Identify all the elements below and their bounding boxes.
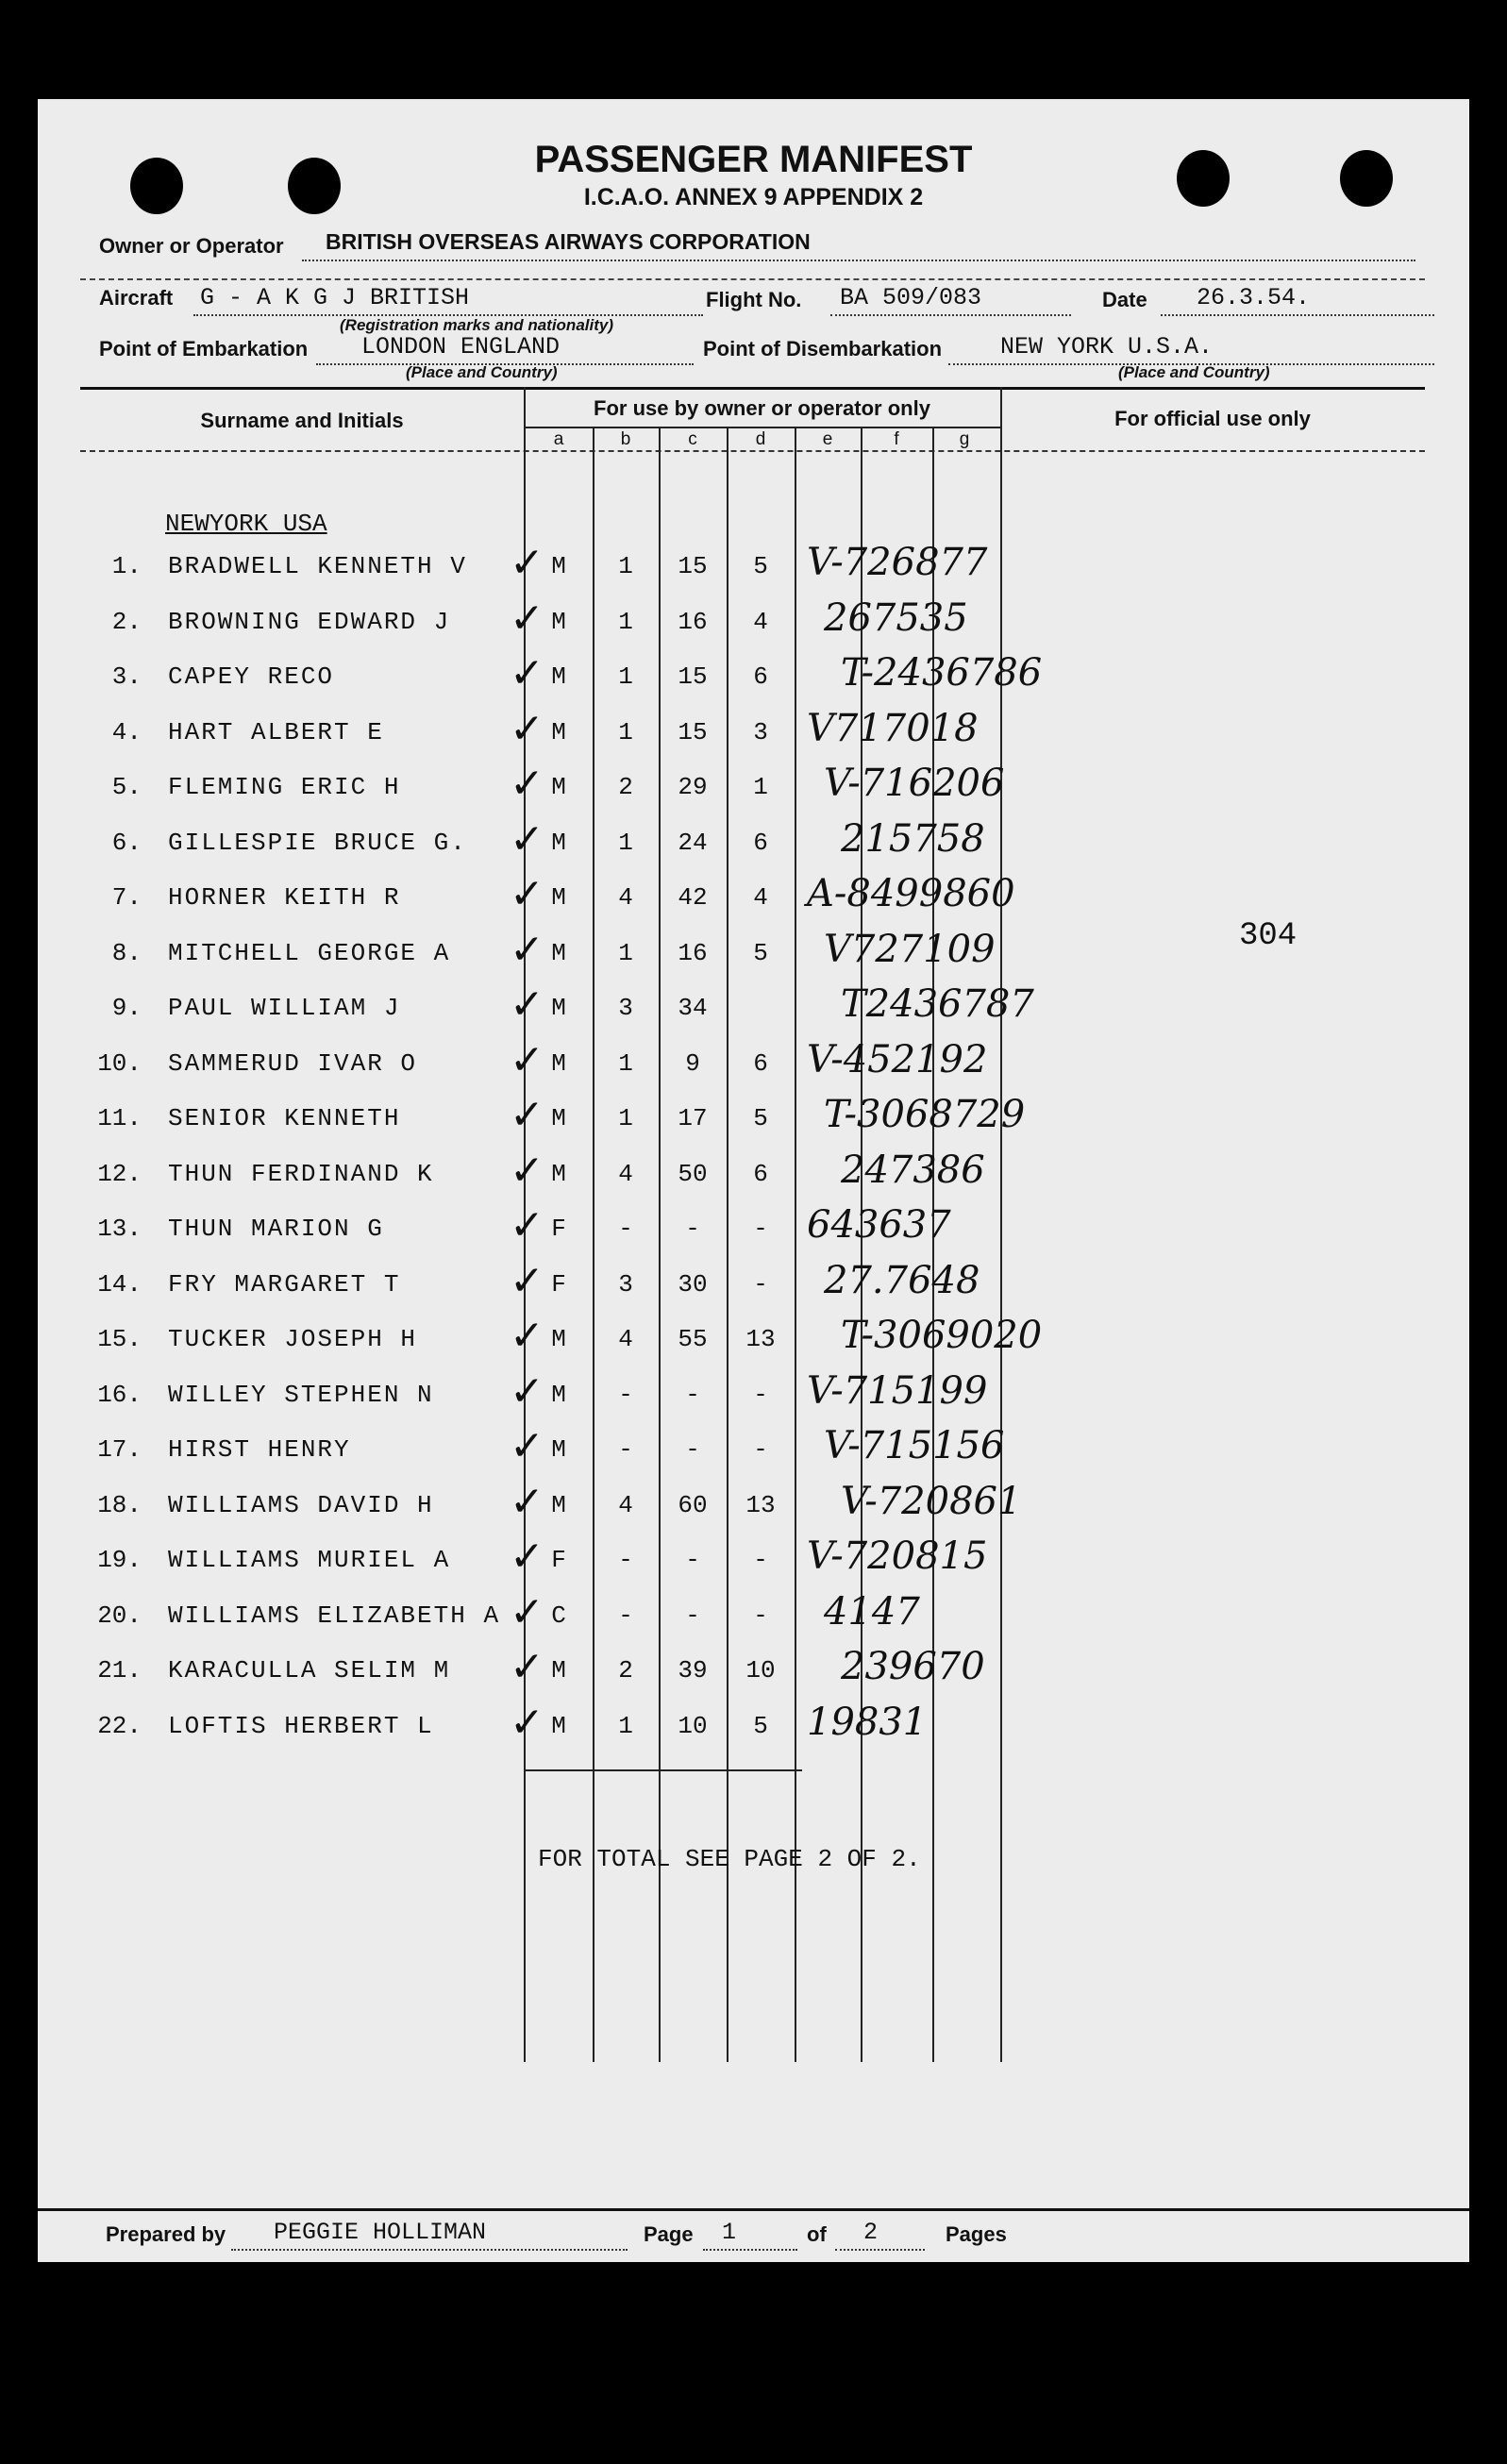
cell-c: 16 — [678, 938, 708, 967]
row-number: 10. — [97, 1048, 142, 1078]
row-number: 13. — [97, 1215, 142, 1243]
cell-c: 34 — [678, 994, 708, 1022]
subcol-c: c — [688, 429, 697, 449]
handwritten-number: T-3069020 — [841, 1314, 1043, 1357]
row-number: 3. — [111, 662, 142, 691]
check-mark-icon: ✓ — [510, 1256, 544, 1305]
check-mark-icon: ✓ — [510, 1587, 544, 1636]
cell-c: - — [685, 1380, 700, 1409]
handwritten-number: V-715156 — [824, 1424, 1005, 1467]
passenger-name: KARACULLA SELIM M — [168, 1656, 451, 1685]
table-row — [38, 1422, 1469, 1490]
table-row — [38, 814, 1469, 883]
embark-note: (Place and Country) — [406, 363, 558, 381]
passenger-name: THUN MARION G — [168, 1215, 384, 1243]
passenger-name: GILLESPIE BRUCE G. — [168, 828, 467, 857]
aircraft-label: Aircraft — [99, 286, 174, 310]
table-row — [38, 1698, 1469, 1767]
passenger-name: THUN FERDINAND K — [168, 1159, 434, 1188]
cell-c: 29 — [678, 773, 708, 801]
owner-line — [302, 260, 1415, 261]
subcol-f: f — [894, 429, 899, 449]
table-row — [38, 1533, 1469, 1601]
cell-c: 60 — [678, 1490, 708, 1519]
total-note: FOR TOTAL SEE PAGE 2 OF 2. — [538, 1845, 921, 1873]
table-row — [38, 704, 1469, 773]
cell-c: 30 — [678, 1269, 708, 1299]
cell-c: 24 — [678, 828, 708, 857]
aircraft-note: (Registration marks and nationality) — [340, 316, 613, 334]
row-number: 1. — [111, 552, 142, 580]
check-mark-icon: ✓ — [510, 1201, 544, 1249]
table-row — [38, 539, 1469, 607]
col-header-owner: For use by owner or operator only — [594, 396, 930, 420]
cell-b: 1 — [618, 1104, 633, 1132]
cell-a: M — [551, 717, 566, 746]
cell-d: 5 — [753, 1104, 768, 1132]
row-number: 17. — [97, 1435, 142, 1464]
cell-a: M — [551, 1380, 566, 1409]
check-mark-icon: ✓ — [510, 1312, 544, 1360]
check-mark-icon: ✓ — [510, 1422, 544, 1470]
cell-a: M — [551, 662, 566, 691]
prepared-line — [231, 2249, 628, 2251]
row-number: 7. — [111, 883, 142, 912]
page-value: 1 — [722, 2219, 737, 2246]
cell-b: 4 — [618, 1159, 633, 1188]
cell-d: 3 — [753, 717, 768, 746]
cell-b: 1 — [618, 717, 633, 746]
cell-d: 5 — [753, 1711, 768, 1740]
cell-b: - — [618, 1601, 633, 1630]
handwritten-number: 267535 — [824, 595, 968, 640]
passenger-name: PAUL WILLIAM J — [168, 994, 401, 1022]
date-line — [1161, 314, 1434, 316]
cell-c: 55 — [678, 1325, 708, 1353]
check-mark-icon: ✓ — [510, 649, 544, 697]
cell-b: - — [618, 1546, 633, 1574]
cell-b: 2 — [618, 1656, 633, 1685]
check-mark-icon: ✓ — [510, 1533, 544, 1581]
cell-c: - — [685, 1546, 700, 1574]
cell-d: - — [753, 1380, 768, 1409]
handwritten-number: V-716206 — [824, 762, 1005, 805]
table-row — [38, 1477, 1469, 1546]
cell-a: M — [551, 828, 566, 857]
table-row — [38, 1201, 1469, 1269]
table-row — [38, 1312, 1469, 1380]
check-mark-icon: ✓ — [510, 925, 544, 974]
cell-a: F — [551, 1546, 566, 1574]
passenger-name: LOFTIS HERBERT L — [168, 1711, 434, 1740]
row-number: 9. — [111, 994, 142, 1022]
cell-a: M — [551, 1048, 566, 1078]
cell-a: M — [551, 552, 566, 580]
aircraft-value: G - A K G J BRITISH — [200, 284, 470, 311]
cell-a: M — [551, 883, 566, 912]
passenger-name: HIRST HENRY — [168, 1435, 351, 1464]
cell-b: 4 — [618, 883, 633, 912]
handwritten-number: V-452192 — [807, 1037, 988, 1081]
cell-a: C — [551, 1601, 566, 1630]
row-number: 4. — [111, 717, 142, 746]
disembark-label: Point of Disembarkation — [703, 337, 943, 360]
cell-a: F — [551, 1215, 566, 1243]
cell-b: 2 — [618, 773, 633, 801]
cell-c: 17 — [678, 1104, 708, 1132]
row-number: 11. — [97, 1104, 142, 1132]
cell-b: 4 — [618, 1490, 633, 1519]
table-row — [38, 1366, 1469, 1435]
table-row — [38, 1035, 1469, 1104]
cell-d: 6 — [753, 1048, 768, 1078]
official-note: 304 — [1239, 918, 1298, 954]
cell-d: 6 — [753, 1159, 768, 1188]
row-number: 5. — [111, 773, 142, 801]
passenger-name: FLEMING ERIC H — [168, 773, 401, 801]
passenger-name: SENIOR KENNETH — [168, 1104, 401, 1132]
subcol-g: g — [959, 429, 970, 449]
passenger-name: SAMMERUD IVAR O — [168, 1048, 418, 1078]
handwritten-number: 27.7648 — [824, 1258, 980, 1302]
cell-b: - — [618, 1215, 633, 1243]
cell-c: - — [685, 1601, 700, 1630]
check-mark-icon: ✓ — [510, 1091, 544, 1139]
cell-d: 6 — [753, 828, 768, 857]
flight-value: BA 509/083 — [840, 284, 982, 311]
owner-sub-rule — [524, 427, 1000, 428]
cell-d: 5 — [753, 552, 768, 580]
handwritten-number: V-720815 — [807, 1534, 988, 1578]
date-label: Date — [1102, 288, 1147, 311]
handwritten-number: V-720861 — [841, 1479, 1022, 1523]
handwritten-number: V727109 — [824, 927, 996, 971]
disembark-note: (Place and Country) — [1118, 363, 1270, 381]
cell-c: 15 — [678, 552, 708, 580]
table-row — [38, 1587, 1469, 1656]
cell-c: 42 — [678, 883, 708, 912]
cell-c: 9 — [685, 1048, 700, 1078]
cell-d: - — [753, 1269, 768, 1299]
cell-b: 4 — [618, 1325, 633, 1353]
cell-a: F — [551, 1269, 566, 1299]
cell-b: 3 — [618, 1269, 633, 1299]
cell-d: 4 — [753, 607, 768, 636]
cell-d: 5 — [753, 938, 768, 967]
owner-value: BRITISH OVERSEAS AIRWAYS CORPORATION — [326, 229, 811, 254]
passenger-name: WILLIAMS MURIEL A — [168, 1546, 451, 1574]
cell-a: M — [551, 1711, 566, 1740]
row-number: 2. — [111, 607, 142, 636]
table-row — [38, 760, 1469, 828]
passenger-name: CAPEY RECO — [168, 662, 335, 691]
check-mark-icon: ✓ — [510, 1698, 544, 1747]
cell-c: 16 — [678, 607, 708, 636]
cell-c: 15 — [678, 662, 708, 691]
handwritten-number: A-8499860 — [807, 872, 1015, 915]
table-row — [38, 870, 1469, 938]
row-number: 15. — [97, 1325, 142, 1353]
embark-label: Point of Embarkation — [99, 337, 309, 360]
handwritten-number: 239670 — [841, 1645, 985, 1688]
check-mark-icon: ✓ — [510, 1477, 544, 1526]
table-top — [80, 387, 1425, 390]
handwritten-number: V-726877 — [807, 541, 988, 584]
row-number: 16. — [97, 1380, 142, 1409]
cell-b: 1 — [618, 1711, 633, 1740]
table-row — [38, 649, 1469, 717]
cell-b: - — [618, 1380, 633, 1409]
passenger-name: MITCHELL GEORGE A — [168, 938, 451, 967]
owner-label: Owner or Operator — [99, 234, 284, 258]
pages-label: Pages — [946, 2222, 1007, 2246]
divider — [80, 278, 1425, 280]
cell-c: 39 — [678, 1656, 708, 1685]
document-subtitle: I.C.A.O. ANNEX 9 APPENDIX 2 — [583, 184, 924, 210]
of-line — [835, 2249, 925, 2251]
table-row — [38, 1146, 1469, 1215]
check-mark-icon: ✓ — [510, 594, 544, 643]
cell-c: 10 — [678, 1711, 708, 1740]
handwritten-number: T-3068729 — [824, 1093, 1026, 1136]
cell-c: 15 — [678, 717, 708, 746]
of-label: of — [807, 2222, 827, 2246]
cell-b: 1 — [618, 662, 633, 691]
table-row — [38, 981, 1469, 1048]
cell-d: 1 — [753, 773, 768, 801]
handwritten-number: V717018 — [807, 706, 979, 750]
cell-d: - — [753, 1546, 768, 1574]
check-mark-icon: ✓ — [510, 1366, 544, 1416]
cell-a: M — [551, 994, 566, 1022]
check-mark-icon: ✓ — [510, 704, 544, 753]
passenger-name: WILLIAMS DAVID H — [168, 1490, 434, 1519]
cell-b: 1 — [618, 1048, 633, 1078]
check-mark-icon: ✓ — [510, 1035, 544, 1084]
cell-d: 6 — [753, 662, 768, 691]
prepared-value: PEGGIE HOLLIMAN — [274, 2219, 487, 2246]
cell-c: - — [685, 1215, 700, 1243]
cell-b: 1 — [618, 552, 633, 580]
cell-d: 4 — [753, 883, 768, 912]
table-row — [38, 1256, 1469, 1325]
flight-label: Flight No. — [706, 288, 802, 311]
col-header-name: Surname and Initials — [200, 409, 404, 432]
handwritten-number: 215758 — [841, 816, 985, 861]
flight-line — [830, 314, 1071, 316]
cell-a: M — [551, 1656, 566, 1685]
cell-b: 1 — [618, 607, 633, 636]
passenger-name: WILLIAMS ELIZABETH A — [168, 1601, 501, 1630]
page-line — [703, 2249, 797, 2251]
subcol-a: a — [553, 429, 564, 449]
row-number: 19. — [97, 1546, 142, 1574]
check-mark-icon: ✓ — [510, 539, 544, 587]
cell-d: - — [753, 1601, 768, 1630]
cell-a: M — [551, 1435, 566, 1464]
handwritten-number: 643637 — [807, 1203, 951, 1247]
passenger-name: FRY MARGARET T — [168, 1269, 401, 1299]
handwritten-number: 4147 — [824, 1589, 920, 1634]
subcol-b: b — [620, 429, 631, 449]
cell-b: - — [618, 1435, 633, 1464]
handwritten-number: 19831 — [807, 1700, 928, 1744]
disembark-value: NEW YORK U.S.A. — [1000, 333, 1214, 360]
cell-a: M — [551, 607, 566, 636]
cell-a: M — [551, 1159, 566, 1188]
passenger-name: TUCKER JOSEPH H — [168, 1325, 418, 1353]
table-row — [38, 594, 1469, 662]
col-header-official: For official use only — [1114, 407, 1311, 430]
passenger-name: WILLEY STEPHEN N — [168, 1380, 434, 1409]
subcol-d: d — [755, 429, 766, 449]
table-row — [38, 1643, 1469, 1711]
cell-d: - — [753, 1215, 768, 1243]
footer-rule — [38, 2208, 1469, 2211]
passenger-name: HART ALBERT E — [168, 717, 384, 746]
manifest-page — [38, 99, 1469, 2262]
passenger-name: HORNER KEITH R — [168, 883, 401, 912]
check-mark-icon: ✓ — [510, 1146, 544, 1195]
row-number: 21. — [97, 1656, 142, 1685]
handwritten-number: V-715199 — [807, 1368, 988, 1413]
row-number: 12. — [97, 1159, 142, 1188]
prepared-label: Prepared by — [106, 2222, 226, 2246]
handwritten-number: T-2436786 — [841, 651, 1043, 695]
check-mark-icon: ✓ — [510, 814, 544, 863]
document-title: PASSENGER MANIFEST — [534, 139, 973, 180]
check-mark-icon: ✓ — [510, 870, 544, 918]
page-label: Page — [644, 2222, 694, 2246]
row-number: 6. — [111, 828, 142, 857]
row-number: 22. — [97, 1711, 142, 1740]
cell-a: M — [551, 938, 566, 967]
passenger-name: BRADWELL KENNETH V — [168, 552, 467, 580]
section-heading: NEWYORK USA — [165, 510, 327, 538]
cell-d: 10 — [745, 1656, 776, 1685]
cell-b: 3 — [618, 994, 633, 1022]
cell-a: M — [551, 773, 566, 801]
cell-d: 13 — [745, 1325, 776, 1353]
handwritten-number: 247386 — [841, 1148, 985, 1192]
row-number: 20. — [97, 1601, 142, 1630]
check-mark-icon: ✓ — [510, 760, 544, 808]
subcol-e: e — [822, 429, 833, 449]
table-row — [38, 1091, 1469, 1159]
check-mark-icon: ✓ — [510, 1643, 544, 1691]
cell-d: - — [753, 1435, 768, 1464]
check-mark-icon: ✓ — [510, 981, 544, 1029]
rows-end-rule — [524, 1769, 802, 1771]
row-number: 8. — [111, 938, 142, 967]
of-value: 2 — [863, 2219, 879, 2246]
cell-a: M — [551, 1490, 566, 1519]
date-value: 26.3.54. — [1197, 284, 1311, 311]
passenger-name: BROWNING EDWARD J — [168, 607, 451, 636]
cell-b: 1 — [618, 828, 633, 857]
row-number: 14. — [97, 1269, 142, 1299]
cell-c: 50 — [678, 1159, 708, 1188]
embark-value: LONDON ENGLAND — [361, 333, 561, 360]
cell-d: 13 — [745, 1490, 776, 1519]
cell-b: 1 — [618, 938, 633, 967]
handwritten-number: T2436787 — [841, 982, 1034, 1026]
table-header-bottom — [80, 450, 1425, 452]
cell-a: M — [551, 1325, 566, 1353]
cell-c: - — [685, 1435, 700, 1464]
cell-a: M — [551, 1104, 566, 1132]
row-number: 18. — [97, 1490, 142, 1519]
